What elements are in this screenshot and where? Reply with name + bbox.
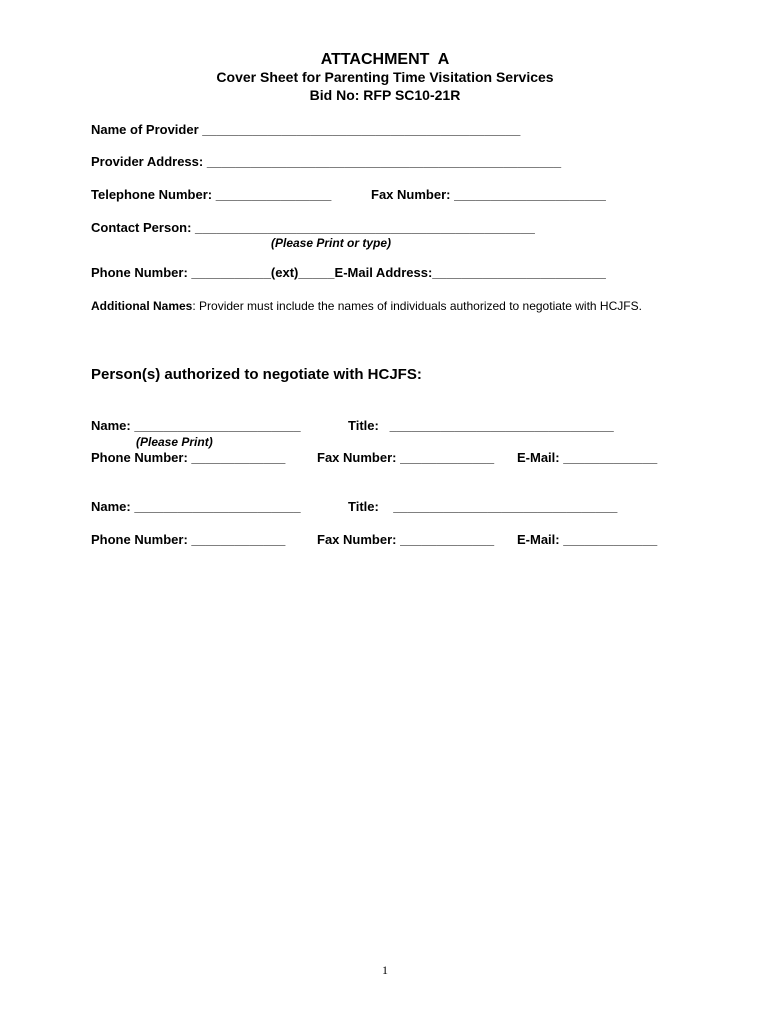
person1-name-field[interactable]: Name: _______________________ (91, 418, 301, 433)
contact-print-note: (Please Print or type) (271, 236, 392, 250)
telephone-number-field[interactable]: Telephone Number: ________________ (91, 187, 332, 202)
person1-fax-field[interactable]: Fax Number: _____________ (317, 450, 495, 465)
additional-names-label: Additional Names (91, 299, 193, 313)
person1-title-field[interactable]: Title: _______________________________ (348, 418, 614, 433)
person2-name-field[interactable]: Name: _______________________ (91, 499, 301, 514)
person2-email-field[interactable]: E-Mail: _____________ (517, 532, 658, 547)
document-subtitle: Cover Sheet for Parenting Time Visitation Services (216, 69, 554, 85)
person1-print-note: (Please Print) (136, 435, 213, 449)
fax-number-field[interactable]: Fax Number: _____________________ (371, 187, 606, 202)
contact-person-field[interactable]: Contact Person: _______________________________________________ (91, 220, 535, 235)
provider-name-field[interactable]: Name of Provider ____________________________________________ (91, 122, 521, 137)
provider-address-field[interactable]: Provider Address: _________________________________________________ (91, 154, 562, 169)
person1-phone-field[interactable]: Phone Number: _____________ (91, 450, 286, 465)
additional-names-note (91, 298, 642, 314)
person2-title-field[interactable]: Title: _______________________________ (348, 499, 618, 514)
person1-email-field[interactable]: E-Mail: _____________ (517, 450, 658, 465)
person2-fax-field[interactable]: Fax Number: _____________ (317, 532, 495, 547)
bid-number: Bid No: RFP SC10-21R (309, 87, 461, 103)
authorized-heading: Person(s) authorized to negotiate with HCJFS: (91, 366, 422, 383)
person2-phone-field[interactable]: Phone Number: _____________ (91, 532, 286, 547)
phone-email-field[interactable]: Phone Number: ___________(ext)_____E-Mail Address:________________________ (91, 265, 606, 280)
document-title: ATTACHMENT A (320, 51, 450, 68)
page-number: 1 (382, 963, 388, 977)
additional-names-text: : Provider must include the names of individuals authorized to negotiate with HCJFS. (192, 299, 642, 313)
